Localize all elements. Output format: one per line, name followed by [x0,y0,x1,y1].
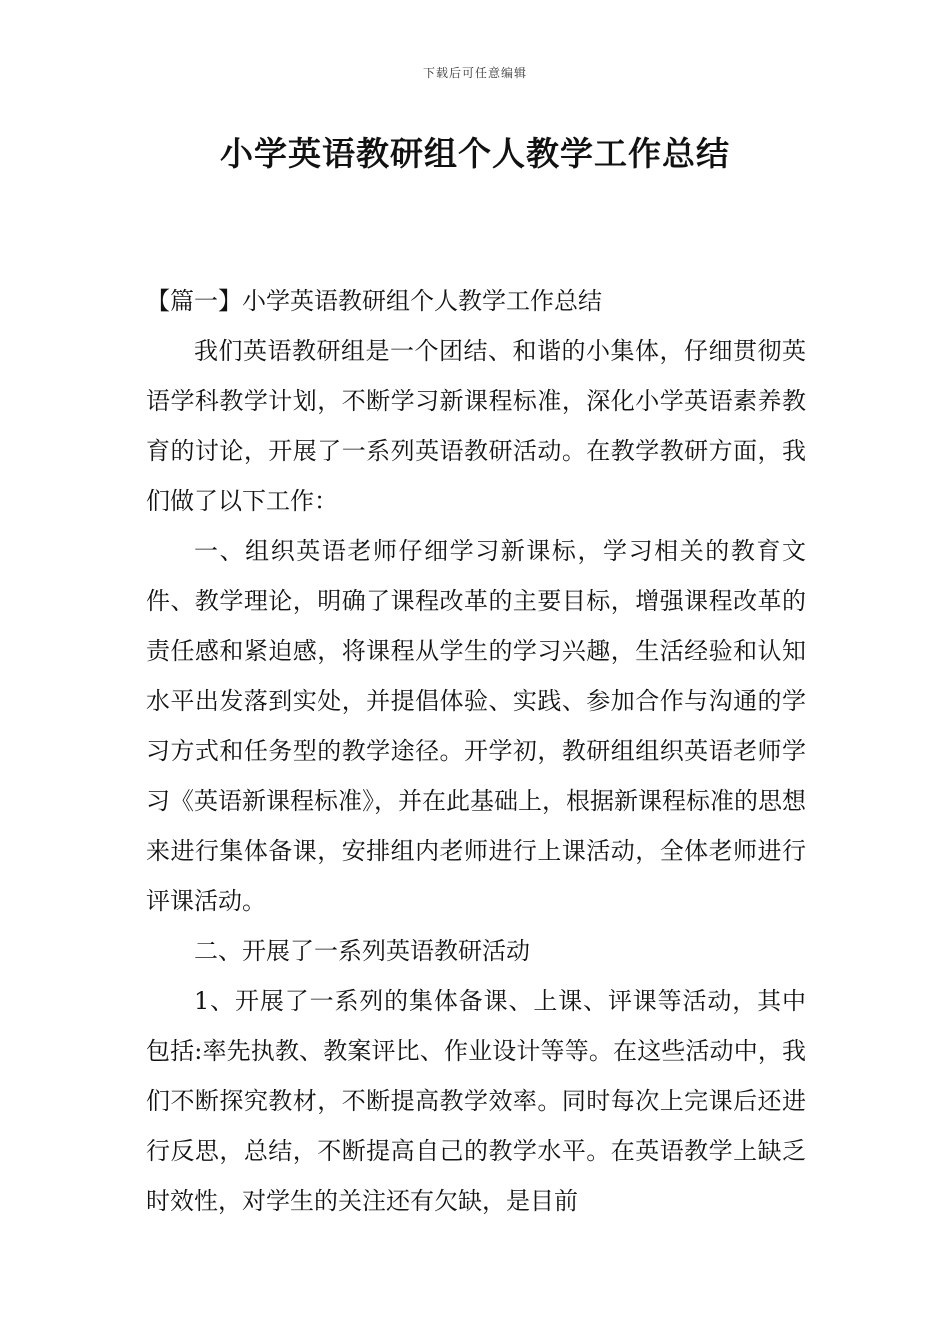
paragraph-intro: 我们英语教研组是一个团结、和谐的小集体，仔细贯彻英语学科教学计划，不断学习新课程标准，深化小学英语素养教育的讨论，开展了一系列英语教研活动。在教学教研方面，我们做了以下工作： [146,337,806,515]
paragraph-activities-heading: 二、开展了一系列英语教研活动 [194,937,530,965]
paragraph-lesson-prep: 1、开展了一系列的集体备课、上课、评课等活动，其中包括:率先执教、教案评比、作业设计等等。在这些活动中，我们不断探究教材，不断提高教学效率。同时每次上完课后还进行反思，总结，不断提高自己的教学水平。在英语教学上缺乏时效性，对学生的关注还有欠缺，是目前 [146,987,806,1215]
header-note: 下载后可任意编辑 [422,66,527,80]
document-body [146,276,806,1226]
document-title: 小学英语教研组个人教学工作总结 [220,134,730,173]
paragraph-curriculum-study: 一、组织英语老师仔细学习新课标，学习相关的教育文件、教学理论，明确了课程改革的主要目标，增强课程改革的责任感和紧迫感，将课程从学生的学习兴趣，生活经验和认知水平出发落到实处，并提倡体验、实践、参加合作与沟通的学习方式和任务型的教学途径。开学初，教研组组织英语老师学习《英语新课程标准》，并在此基础上，根据新课程标准的思想来进行集体备课，安排组内老师进行上课活动，全体老师进行评课活动。 [146,537,806,915]
section-heading: 【篇一】小学英语教研组个人教学工作总结 [146,287,602,315]
